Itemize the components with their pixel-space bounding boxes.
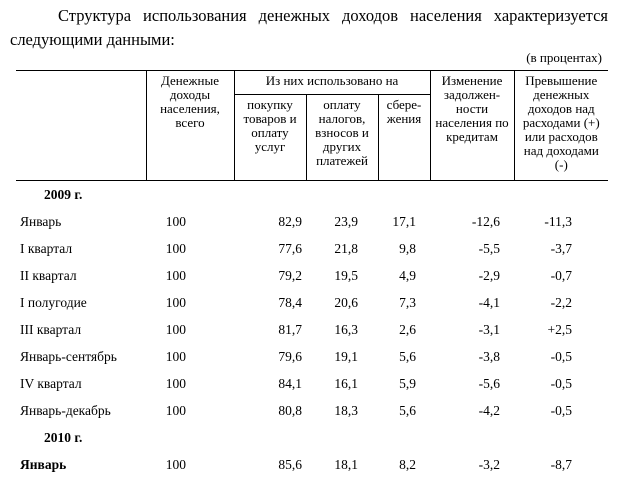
cell-total: 100 (165, 294, 186, 310)
units-note: (в процентах) (526, 50, 602, 65)
table-row (16, 343, 608, 370)
cell-total: 100 (165, 375, 186, 391)
table-body (16, 181, 608, 479)
cell-goods: 79,2 (278, 267, 302, 283)
cell-savings: 5,6 (399, 348, 417, 364)
table-row (16, 316, 608, 343)
empty-cell (378, 181, 430, 209)
cell-debt: -3,1 (478, 321, 501, 337)
cell-savings: 7,3 (399, 294, 417, 310)
table-row (16, 397, 608, 424)
cell-savings: 5,6 (399, 402, 417, 418)
intro-paragraph: Структура использования денежных доходов населения характеризуется следующими данными: (10, 6, 608, 49)
year-label: 2010 г. (44, 429, 83, 445)
table-row (16, 370, 608, 397)
cell-debt: -3,2 (478, 456, 501, 472)
cell-taxes: 19,1 (334, 348, 358, 364)
cell-goods: 78,4 (278, 294, 302, 310)
cell-excess: +2,5 (547, 321, 573, 337)
cell-debt: -5,6 (478, 375, 501, 391)
row-label: Январь-декабрь (20, 402, 111, 418)
cell-excess: -0,5 (550, 375, 573, 391)
cell-total: 100 (165, 267, 186, 283)
header-row-1 (16, 71, 608, 95)
goods-header: покупку товаров и оплату услуг (234, 95, 306, 181)
empty-cell (378, 424, 430, 451)
empty-cell (146, 424, 234, 451)
cell-total: 100 (165, 240, 186, 256)
cell-savings: 8,2 (399, 456, 417, 472)
debt-header: Изменение задолжен-ности населения по кредитам (430, 71, 514, 181)
empty-cell (234, 424, 306, 451)
cell-excess: -11,3 (544, 213, 573, 229)
cell-debt: -2,9 (478, 267, 501, 283)
table-row (16, 208, 608, 235)
year-label: 2009 г. (44, 186, 83, 202)
cell-debt: -4,1 (478, 294, 501, 310)
empty-cell (146, 181, 234, 209)
empty-cell (234, 181, 306, 209)
cell-taxes: 16,1 (334, 375, 358, 391)
row-label: II квартал (20, 267, 77, 283)
cell-total: 100 (165, 456, 186, 472)
excess-header: Превышение денежных доходов над расходами (+) или расходов над доходами (-) (514, 71, 608, 181)
cell-savings: 5,9 (399, 375, 417, 391)
empty-cell (430, 424, 514, 451)
empty-cell (514, 181, 608, 209)
cell-goods: 81,7 (278, 321, 302, 337)
cell-total: 100 (165, 402, 186, 418)
cell-total: 100 (165, 348, 186, 364)
cell-debt: -12,6 (471, 213, 501, 229)
cell-goods: 82,9 (278, 213, 302, 229)
savings-header: сбере-жения (378, 95, 430, 181)
income-header: Денежные доходы населения, всего (146, 71, 234, 181)
cell-total: 100 (165, 321, 186, 337)
income-structure-table (16, 70, 608, 478)
cell-taxes: 18,1 (334, 456, 358, 472)
row-label: I полугодие (20, 294, 87, 310)
cell-debt: -3,8 (478, 348, 501, 364)
cell-goods: 85,6 (278, 456, 302, 472)
cell-debt: -5,5 (478, 240, 501, 256)
cell-excess: -0,7 (550, 267, 573, 283)
cell-taxes: 21,8 (334, 240, 358, 256)
cell-savings: 9,8 (399, 240, 417, 256)
cell-taxes: 20,6 (334, 294, 358, 310)
empty-cell (306, 181, 378, 209)
used-group-header: Из них использовано на (234, 71, 430, 95)
cell-goods: 80,8 (278, 402, 302, 418)
cell-excess: -8,7 (550, 456, 573, 472)
cell-debt: -4,2 (478, 402, 501, 418)
row-label: IV квартал (20, 375, 82, 391)
empty-cell (430, 181, 514, 209)
row-label: Январь (20, 213, 62, 229)
cell-taxes: 16,3 (334, 321, 358, 337)
cell-goods: 84,1 (278, 375, 302, 391)
cell-goods: 77,6 (278, 240, 302, 256)
stub-header (16, 71, 146, 181)
empty-cell (306, 424, 378, 451)
cell-savings: 2,6 (399, 321, 417, 337)
cell-excess: -3,7 (550, 240, 573, 256)
cell-taxes: 18,3 (334, 402, 358, 418)
cell-savings: 4,9 (399, 267, 417, 283)
taxes-header: оплату налогов, взносов и других платежей (306, 95, 378, 181)
table-row (16, 262, 608, 289)
row-label: III квартал (20, 321, 82, 337)
row-label: Январь (20, 456, 67, 472)
cell-excess: -0,5 (550, 348, 573, 364)
cell-excess: -0,5 (550, 402, 573, 418)
row-label: I квартал (20, 240, 73, 256)
cell-excess: -2,2 (550, 294, 573, 310)
cell-taxes: 19,5 (334, 267, 358, 283)
table-row (16, 235, 608, 262)
cell-savings: 17,1 (392, 213, 417, 229)
cell-goods: 79,6 (278, 348, 302, 364)
year-row (16, 181, 608, 209)
year-row (16, 424, 608, 451)
cell-total: 100 (165, 213, 186, 229)
table-row (16, 451, 608, 478)
cell-taxes: 23,9 (334, 213, 358, 229)
row-label: Январь-сентябрь (20, 348, 117, 364)
empty-cell (514, 424, 608, 451)
table-row (16, 289, 608, 316)
